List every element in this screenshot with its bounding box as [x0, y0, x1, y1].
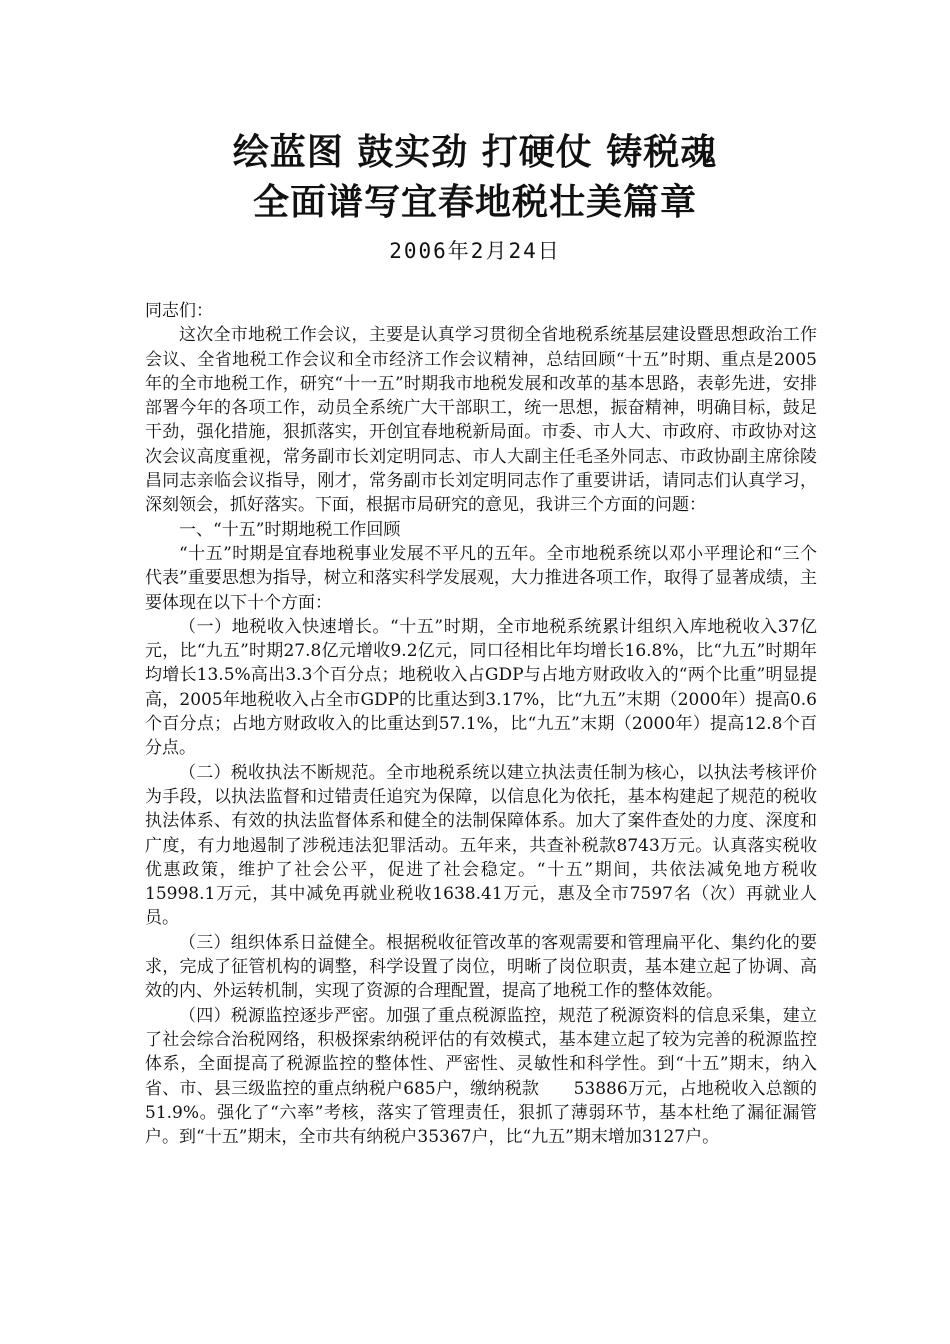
paragraph-item-3: （三）组织体系日益健全。根据税收征管改革的客观需要和管理扁平化、集约化的要求，完成了征管机构的调整，科学设置了岗位，明晰了岗位职责，基本建立起了协调、高效的内、外运转机制，实现了资源的合理配置，提高了地税工作的整体效能。 — [145, 932, 817, 1002]
salutation: 同志们： — [145, 301, 213, 321]
document-body — [145, 299, 817, 1149]
section-heading-1: 一、“十五”时期地税工作回顾 — [179, 519, 401, 540]
paragraph-intro: 这次全市地税工作会议，主要是认真学习贯彻全省地税系统基层建设暨思想政治工作会议、全省地税工作会议和全市经济工作会议精神，总结回顾“十五”时期、重点是2005年的全市地税工作，研究“十一五”时期我市地税发展和改革的基本思路，表彰先进，安排部署今年的各项工作，动员全系统广大干部职工，统一思想，振奋精神，明确目标，鼓足干劲，强化措施，狠抓落实，开创宜春地税新局面。市委、市人大、市政府、市政协对这次会议高度重视，常务副市长刘定明同志、市人大副主任毛圣外同志、市政协副主席徐陵昌同志亲临会议指导，刚才，常务副市长刘定明同志作了重要讲话，请同志们认真学习，深刻领会，抓好落实。下面，根据市局研究的意见，我讲三个方面的问题： — [145, 325, 817, 516]
paragraph-item-1: （一）地税收入快速增长。“十五”时期，全市地税系统累计组织入库地税收入37亿元，比“九五”时期27.8亿元增收9.2亿元，同口径相比年均增长16.8%，比“九五”时期年均增长13.5%高出3.3个百分点；地税收入占GDP与占地方财政收入的“两个比重”明显提高，2005年地税收入占全市GDP的比重达到3.17%，比“九五”末期（2000年）提高0.6个百分点；占地方财政收入的比重达到57.1%，比“九五”末期（2000年）提高12.8个百分点。 — [145, 616, 817, 759]
paragraph-overview: “十五”时期是宜春地税事业发展不平凡的五年。全市地税系统以邓小平理论和“三个代表”重要思想为指导，树立和落实科学发展观，大力推进各项工作，取得了显著成绩，主要体现在以下十个方面： — [145, 543, 817, 613]
paragraph-item-4: （四）税源监控逐步严密。加强了重点税源监控，规范了税源资料的信息采集，建立了社会综合治税网络，积极探索纳税评估的有效模式，基本建立起了较为完善的税源监控体系，全面提高了税源监控的整体性、严密性、灵敏性和科学性。到“十五”期末，纳入省、市、县三级监控的重点纳税户685户，缴纳税款 53886万元，占地税收入总额的51.9%。强化了“六率”考核，落实了管理责任，狠抓了薄弱环节，基本杜绝了漏征漏管户。到“十五”期末，全市共有纳税户35367户，比“九五”期末增加3127户。 — [145, 1005, 817, 1148]
document-title-line-1: 绘蓝图 鼓实劲 打硬仗 铸税魂 — [232, 131, 718, 173]
document-date: 2006年2月24日 — [389, 239, 561, 263]
paragraph-item-2: （二）税收执法不断规范。全市地税系统以建立执法责任制为核心，以执法考核评价为手段，以执法监督和过错责任追究为保障，以信息化为依托，基本构建起了规范的税收执法体系、有效的执法监督体系和健全的法制保障体系。加大了案件查处的力度、深度和广度，有力地遏制了涉税违法犯罪活动。五年来，共查补税款8743万元。认真落实税收优惠政策，维护了社会公平，促进了社会稳定。“十五”期间，共依法减免地方税收15998.1万元，其中减免再就业税收1638.41万元，惠及全市7597名（次）再就业人员。 — [145, 762, 817, 929]
document-title-line-2: 全面谱写宜春地税壮美篇章 — [252, 181, 697, 223]
